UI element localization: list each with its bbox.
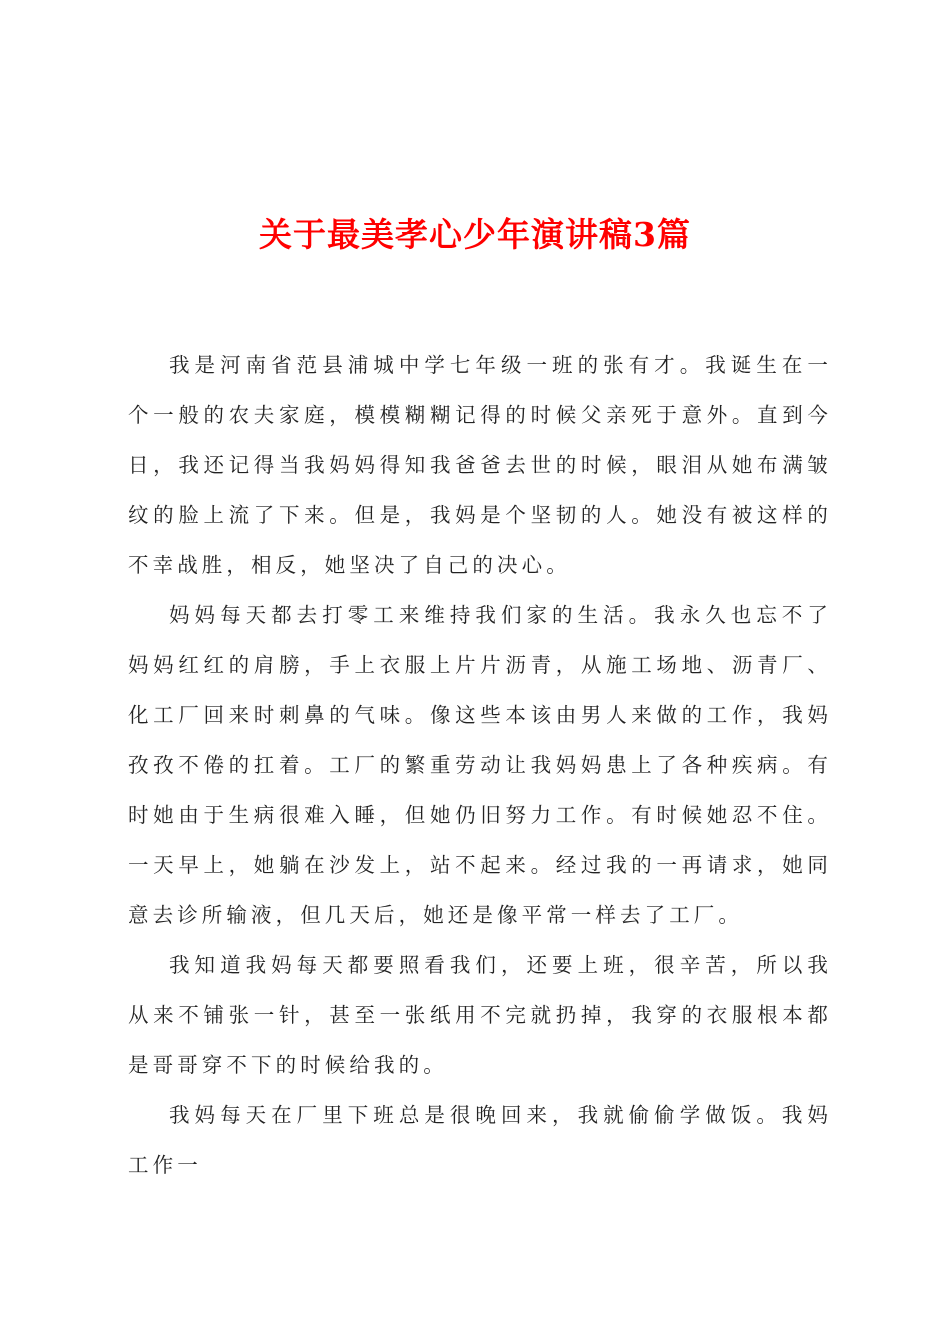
paragraph-1: 我是河南省范县浦城中学七年级一班的张有才。我诞生在一个一般的农夫家庭，模模糊糊记得的时候父亲死于意外。直到今日，我还记得当我妈妈得知我爸爸去世的时候，眼泪从她布满皱纹的脸上流了下来。但是，我妈是个坚韧的人。她没有被这样的不幸战胜，相反，她坚决了自己的决心。 bbox=[128, 353, 832, 577]
paragraph-4: 我妈每天在厂里下班总是很晚回来，我就偷偷学做饭。我妈工作一 bbox=[128, 1103, 832, 1177]
document-title: 关于最美孝心少年演讲稿3篇 bbox=[259, 215, 691, 254]
document-body bbox=[128, 340, 832, 1190]
paragraph-3: 我知道我妈每天都要照看我们，还要上班，很辛苦，所以我从来不铺张一针，甚至一张纸用不完就扔掉，我穿的衣服根本都是哥哥穿不下的时候给我的。 bbox=[128, 953, 832, 1077]
paragraph-2: 妈妈每天都去打零工来维持我们家的生活。我永久也忘不了妈妈红红的肩膀，手上衣服上片片沥青，从施工场地、沥青厂、化工厂回来时刺鼻的气味。像这些本该由男人来做的工作，我妈孜孜不倦的扛着。工厂的繁重劳动让我妈妈患上了各种疾病。有时她由于生病很难入睡，但她仍旧努力工作。有时候她忍不住。一天早上，她躺在沙发上，站不起来。经过我的一再请求，她同意去诊所输液，但几天后，她还是像平常一样去了工厂。 bbox=[128, 603, 832, 927]
